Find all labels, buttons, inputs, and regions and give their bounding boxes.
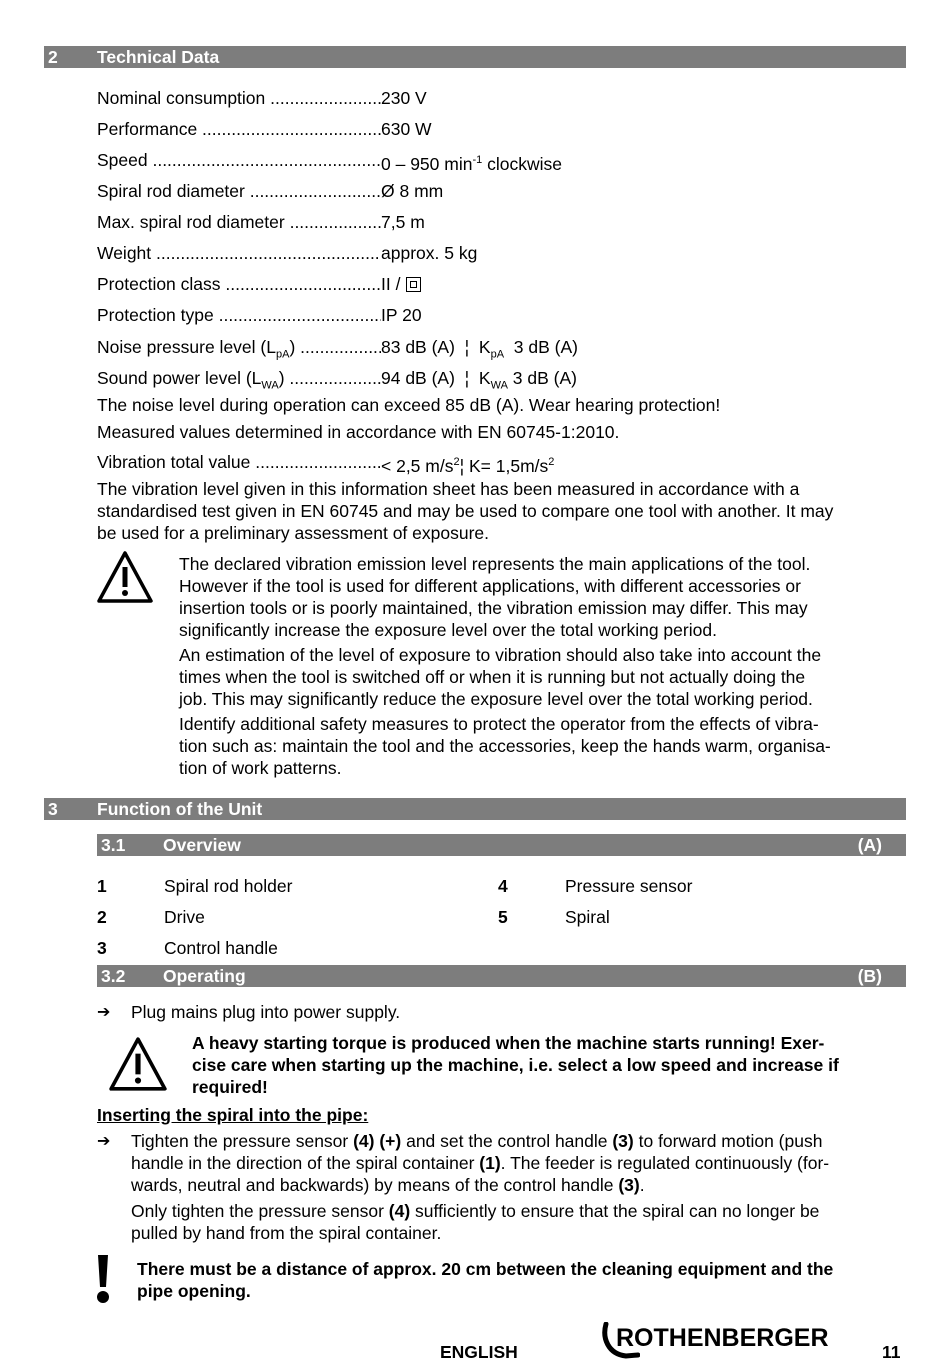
subsection-header-3-1 <box>97 834 906 856</box>
logo-text: ROTHENBERGER <box>616 1324 829 1352</box>
noise-note: The noise level during operation can exceed 85 dB (A). Wear hearing protection! <box>97 395 721 415</box>
spec-value: II / <box>381 272 421 296</box>
subsection-header-3-2 <box>97 965 906 987</box>
spec-row <box>97 241 697 265</box>
spec-row <box>97 272 697 296</box>
spec-row <box>97 210 697 234</box>
spec-value: 630 W <box>381 119 432 139</box>
spec-label: Nominal consumption ..... <box>97 86 381 110</box>
spec-label: Performance ..... <box>97 117 381 141</box>
exclamation-icon <box>92 1253 114 1305</box>
section-title: Technical Data <box>97 47 220 67</box>
vibration-paragraph: The vibration level given in this information sheet has been measured in accordance with a standardised test given in EN 60745 and may be used to compare one tool with another. It may be used for a preliminary assessment of exposure. <box>97 479 834 543</box>
section-header-2 <box>44 46 906 68</box>
spec-value: 7,5 m <box>381 212 425 232</box>
section-number: 2 <box>48 47 58 67</box>
warning-paragraph: The declared vibration emission level represents the main applications of the tool. However if the tool is used for different applications, with different accessories or insertion tools or is poorly maintained, the vibration emission may differ. This may significantly increase the exposure level over the total working period. <box>179 554 811 640</box>
spec-label: Vibration total value ..... <box>97 450 381 474</box>
spec-row <box>97 148 697 172</box>
section-number: 3.1 <box>101 835 126 855</box>
spec-row <box>97 303 697 327</box>
spec-row <box>97 117 697 141</box>
spec-label: Max. spiral rod diameter ..... <box>97 210 381 234</box>
section-title: Overview <box>163 835 241 855</box>
section-title: Function of the Unit <box>97 799 263 819</box>
vibration-row <box>97 450 697 474</box>
double-insulation-icon <box>406 277 421 292</box>
spec-label: Speed ..... <box>97 148 381 172</box>
warning-paragraph: An estimation of the level of exposure to vibration should also take into account the times when the tool is switched off or when it is running but not actually doing the job. This may significantly reduce the exposure level over the total working period. <box>179 645 822 709</box>
spec-row <box>97 366 697 390</box>
spec-label: Sound power level $(L_{WA})$ ..... <box>97 366 381 398</box>
spec-value: 94 dB (A) ¦ $K_{WA}$ 3 dB (A) <box>381 366 577 398</box>
figure-reference: (B) <box>857 966 882 986</box>
spec-label: Protection type ..... <box>97 303 381 327</box>
measured-note: Measured values determined in accordance with EN 60745-1:2010. <box>97 422 620 442</box>
spec-value: 230 V <box>381 88 427 108</box>
arrow-right-icon: ➔ <box>97 1133 111 1150</box>
spec-label: Protection class ..... <box>97 272 381 296</box>
warning-text: A heavy starting torque is produced when the machine starts running! Exer- cise care when starting up the machine, i.e. select a low speed and increase if required! <box>192 1033 839 1097</box>
section-number: 3.2 <box>101 966 126 986</box>
footer-language: ENGLISH <box>440 1342 518 1362</box>
spec-label: Weight ..... <box>97 241 381 265</box>
warning-triangle-icon <box>108 1036 168 1092</box>
spec-row <box>97 179 697 203</box>
spec-label: Noise pressure level $(L_{pA})$ ..... <box>97 335 381 367</box>
section-number: 3 <box>48 799 58 819</box>
rothenberger-logo <box>600 1322 850 1360</box>
spec-value: 83 dB (A) ¦ $K_{pA}$ 3 dB (A) <box>381 335 578 367</box>
step-text: Plug mains plug into power supply. <box>131 1002 401 1022</box>
spec-value: < 2,5 $m/s^2¦$ $K= 1,5m/s^2$ <box>381 450 554 478</box>
warning-paragraph: Identify additional safety measures to protect the operator from the effects of vibra- tion such as: maintain the tool and the accessories, keep the hands warm, organisa- tion of work patterns. <box>179 714 831 778</box>
step-text: Tighten the pressure sensor (4) (+) and set the control handle (3) to forward motion (push handle in the direction of the spiral container (1). The feeder is regulated continuously (for- wards, neutral and backwards) by means of the control handle (3). <box>131 1131 830 1195</box>
notice-text: There must be a distance of approx. 20 cm between the cleaning equipment and the pipe opening. <box>137 1259 834 1301</box>
spec-value: Ø 8 mm <box>381 181 444 201</box>
spec-row <box>97 335 697 359</box>
figure-reference: (A) <box>857 835 882 855</box>
spec-value: 0 – 950 $\min^{-1}$ clockwise <box>381 148 562 176</box>
spec-value: IP 20 <box>381 305 422 325</box>
page-number: 11 <box>882 1342 901 1362</box>
section-title: Operating <box>163 966 246 986</box>
spec-label: Spiral rod diameter ..... <box>97 179 381 203</box>
warning-triangle-icon <box>96 550 154 604</box>
spec-value: approx. 5 kg <box>381 243 478 263</box>
subheading: Inserting the spiral into the pipe: <box>97 1105 369 1125</box>
section-header-3 <box>44 798 906 820</box>
step-text: Only tighten the pressure sensor (4) sufficiently to ensure that the spiral can no longer be pulled by hand from the spiral container. <box>131 1201 820 1243</box>
spec-row <box>97 86 697 110</box>
arrow-right-icon: ➔ <box>97 1004 111 1021</box>
